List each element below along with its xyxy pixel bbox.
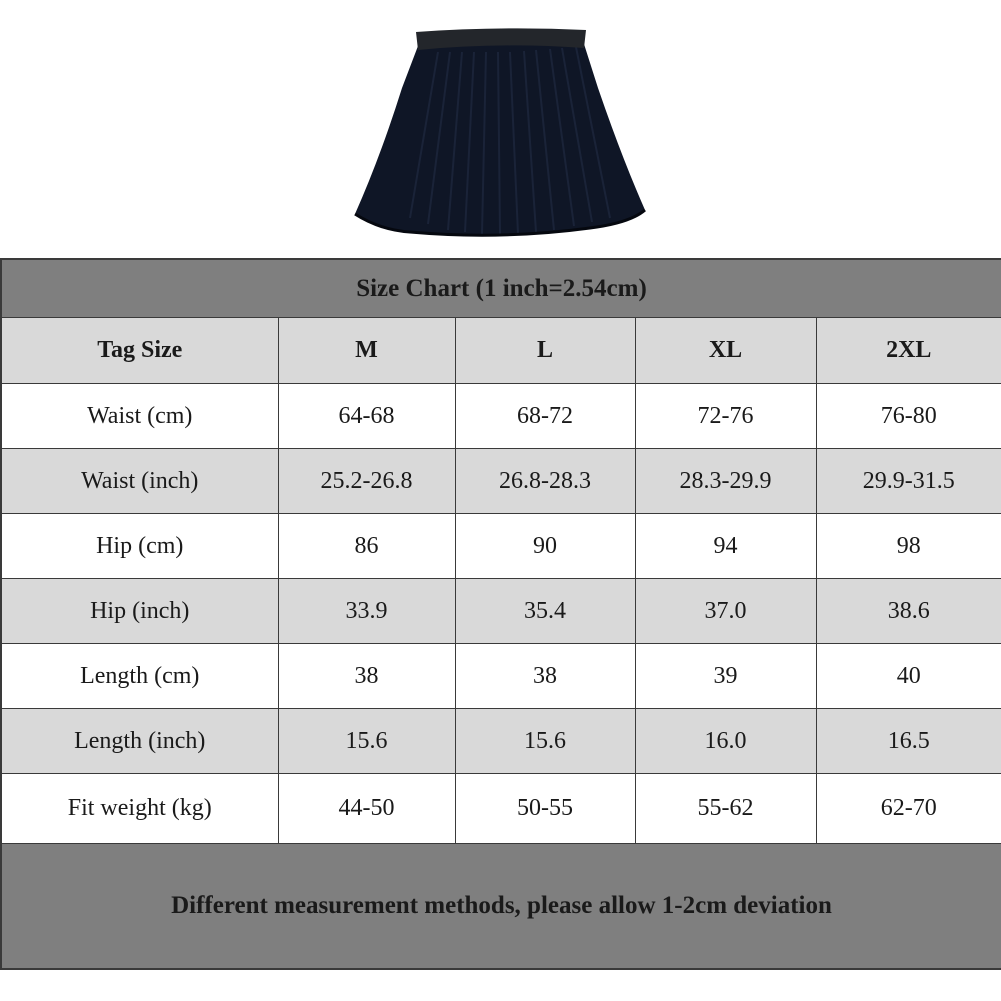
table-cell: 68-72 [455, 384, 635, 449]
row-label: Length (cm) [1, 644, 278, 709]
table-row [1, 644, 1001, 709]
table-cell: 40 [816, 644, 1001, 709]
table-row [1, 449, 1001, 514]
row-label: Waist (cm) [1, 384, 278, 449]
table-cell: 26.8-28.3 [455, 449, 635, 514]
table-cell: 72-76 [635, 384, 816, 449]
table-row [1, 774, 1001, 844]
table-cell: 94 [635, 514, 816, 579]
table-cell: 38 [278, 644, 455, 709]
table-cell: 50-55 [455, 774, 635, 844]
table-cell: 64-68 [278, 384, 455, 449]
table-cell: 25.2-26.8 [278, 449, 455, 514]
table-cell: 90 [455, 514, 635, 579]
table-cell: 39 [635, 644, 816, 709]
row-label: Fit weight (kg) [1, 774, 278, 844]
size-header-row [1, 318, 1001, 384]
table-cell: 98 [816, 514, 1001, 579]
table-cell: 62-70 [816, 774, 1001, 844]
table-row [1, 514, 1001, 579]
size-header-2xl: 2XL [816, 318, 1001, 384]
size-header-m: M [278, 318, 455, 384]
size-chart-title: Size Chart (1 inch=2.54cm) [1, 259, 1001, 318]
table-cell: 28.3-29.9 [635, 449, 816, 514]
table-cell: 44-50 [278, 774, 455, 844]
table-cell: 38.6 [816, 579, 1001, 644]
table-cell: 16.0 [635, 709, 816, 774]
table-row [1, 709, 1001, 774]
table-cell: 15.6 [455, 709, 635, 774]
size-header-xl: XL [635, 318, 816, 384]
table-row [1, 579, 1001, 644]
table-cell: 76-80 [816, 384, 1001, 449]
deviation-note-row [1, 844, 1001, 970]
size-chart-table [0, 258, 1001, 970]
table-cell: 35.4 [455, 579, 635, 644]
table-row [1, 384, 1001, 449]
row-label: Waist (inch) [1, 449, 278, 514]
table-cell: 15.6 [278, 709, 455, 774]
row-label: Length (inch) [1, 709, 278, 774]
table-cell: 29.9-31.5 [816, 449, 1001, 514]
row-label: Hip (cm) [1, 514, 278, 579]
row-label: Hip (inch) [1, 579, 278, 644]
table-cell: 86 [278, 514, 455, 579]
table-cell: 16.5 [816, 709, 1001, 774]
tag-size-header: Tag Size [1, 318, 278, 384]
size-header-l: L [455, 318, 635, 384]
size-chart-title-row [1, 259, 1001, 318]
deviation-note: Different measurement methods, please allow 1-2cm deviation [1, 844, 1001, 970]
table-cell: 37.0 [635, 579, 816, 644]
table-cell: 33.9 [278, 579, 455, 644]
table-cell: 55-62 [635, 774, 816, 844]
table-cell: 38 [455, 644, 635, 709]
pleated-skirt-image [340, 18, 660, 248]
